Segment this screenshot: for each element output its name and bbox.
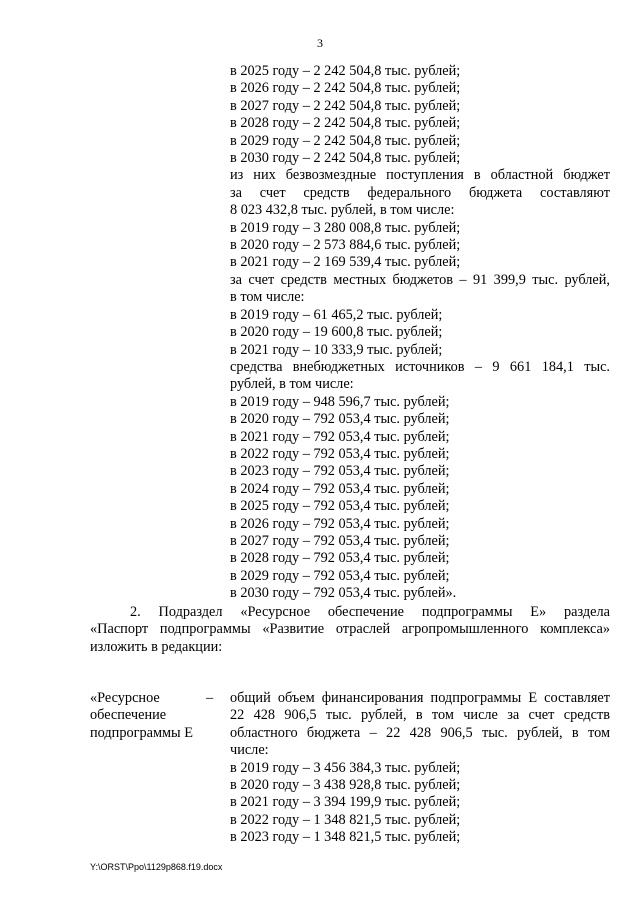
resource-label-line: «Ресурсное xyxy=(90,690,160,706)
offbudget-year-line: в 2019 году – 948 596,7 тыс. рублей; xyxy=(230,393,450,410)
resource-body xyxy=(230,690,610,847)
year-line: в 2029 году – 2 242 504,8 тыс. рублей; xyxy=(230,132,461,149)
item-2-line: изложить в редакции: xyxy=(90,638,223,655)
item-2-line: 2. Подраздел «Ресурсное обеспечение подпрограммы Е» раздела xyxy=(130,604,610,620)
federal-year-line: в 2019 году – 3 280 008,8 тыс. рублей; xyxy=(230,219,461,236)
offbudget-year-line: в 2026 году – 792 053,4 тыс. рублей; xyxy=(230,515,450,532)
offbudget-year-line: в 2024 году – 792 053,4 тыс. рублей; xyxy=(230,480,450,497)
local-intro-line: за счет средств местных бюджетов – 91 399,9 тыс. рублей, xyxy=(230,271,610,288)
resource-year-line: в 2023 году – 1 348 821,5 тыс. рублей; xyxy=(230,829,461,846)
year-line: в 2030 году – 2 242 504,8 тыс. рублей; xyxy=(230,150,461,167)
page-number: 3 xyxy=(317,36,323,50)
local-year-line: в 2021 году – 10 333,9 тыс. рублей; xyxy=(230,341,443,358)
resource-label-line: подпрограммы Е xyxy=(90,724,193,741)
year-line: в 2026 году – 2 242 504,8 тыс. рублей; xyxy=(230,80,461,97)
federal-year-line: в 2020 году – 2 573 884,6 тыс. рублей; xyxy=(230,237,461,254)
federal-intro-line: из них безвозмездные поступления в областной бюджет xyxy=(230,167,610,184)
offbudget-year-line: в 2030 году – 792 053,4 тыс. рублей». xyxy=(230,585,457,602)
funding-text-block xyxy=(230,63,610,603)
offbudget-year-line: в 2028 году – 792 053,4 тыс. рублей; xyxy=(230,550,450,567)
offbudget-year-line: в 2022 году – 792 053,4 тыс. рублей; xyxy=(230,445,450,462)
offbudget-year-line: в 2023 году – 792 053,4 тыс. рублей; xyxy=(230,463,450,480)
resource-label xyxy=(90,690,205,742)
resource-line: общий объем финансирования подпрограммы Е составляет xyxy=(230,690,610,706)
resource-year-line: в 2019 году – 3 456 384,3 тыс. рублей; xyxy=(230,759,461,776)
resource-year-line: в 2022 году – 1 348 821,5 тыс. рублей; xyxy=(230,811,461,828)
local-year-line: в 2019 году – 61 465,2 тыс. рублей; xyxy=(230,306,443,323)
item-2-line: «Паспорт подпрограммы «Развитие отраслей агропромышленного комплекса» xyxy=(90,621,610,638)
offbudget-year-line: в 2021 году – 792 053,4 тыс. рублей; xyxy=(230,428,450,445)
federal-intro-line: 8 023 432,8 тыс. рублей, в том числе: xyxy=(230,202,455,219)
item-2-paragraph xyxy=(90,604,610,656)
resource-year-line: в 2020 году – 3 438 928,8 тыс. рублей; xyxy=(230,777,461,794)
offbudget-intro-line: рублей, в том числе: xyxy=(230,376,354,393)
year-line: в 2027 году – 2 242 504,8 тыс. рублей; xyxy=(230,97,461,114)
federal-intro-line: за счет средств федерального бюджета составляют xyxy=(230,184,610,201)
local-year-line: в 2020 году – 19 600,8 тыс. рублей; xyxy=(230,324,443,341)
offbudget-year-line: в 2027 году – 792 053,4 тыс. рублей; xyxy=(230,532,450,549)
year-line: в 2028 году – 2 242 504,8 тыс. рублей; xyxy=(230,115,461,132)
offbudget-year-line: в 2020 году – 792 053,4 тыс. рублей; xyxy=(230,411,450,428)
resource-year-line: в 2021 году – 3 394 199,9 тыс. рублей; xyxy=(230,794,461,811)
offbudget-year-line: в 2029 году – 792 053,4 тыс. рублей; xyxy=(230,567,450,584)
offbudget-year-line: в 2025 году – 792 053,4 тыс. рублей; xyxy=(230,498,450,515)
file-path-footer: Y:\ORST\Ppo\1129p868.f19.docx xyxy=(90,862,223,872)
resource-line: 22 428 906,5 тыс. рублей, в том числе за счет средств xyxy=(230,707,610,724)
resource-line: областного бюджета – 22 428 906,5 тыс. рублей, в том xyxy=(230,724,610,741)
federal-year-line: в 2021 году – 2 169 539,4 тыс. рублей; xyxy=(230,254,461,271)
resource-label-line: обеспечение xyxy=(90,707,167,724)
offbudget-intro-line: средства внебюджетных источников – 9 661 184,1 тыс. xyxy=(230,358,610,375)
resource-dash: – xyxy=(206,690,214,706)
local-intro-line: в том числе: xyxy=(230,289,305,306)
year-line: в 2025 году – 2 242 504,8 тыс. рублей; xyxy=(230,63,461,79)
resource-line: числе: xyxy=(230,742,269,759)
